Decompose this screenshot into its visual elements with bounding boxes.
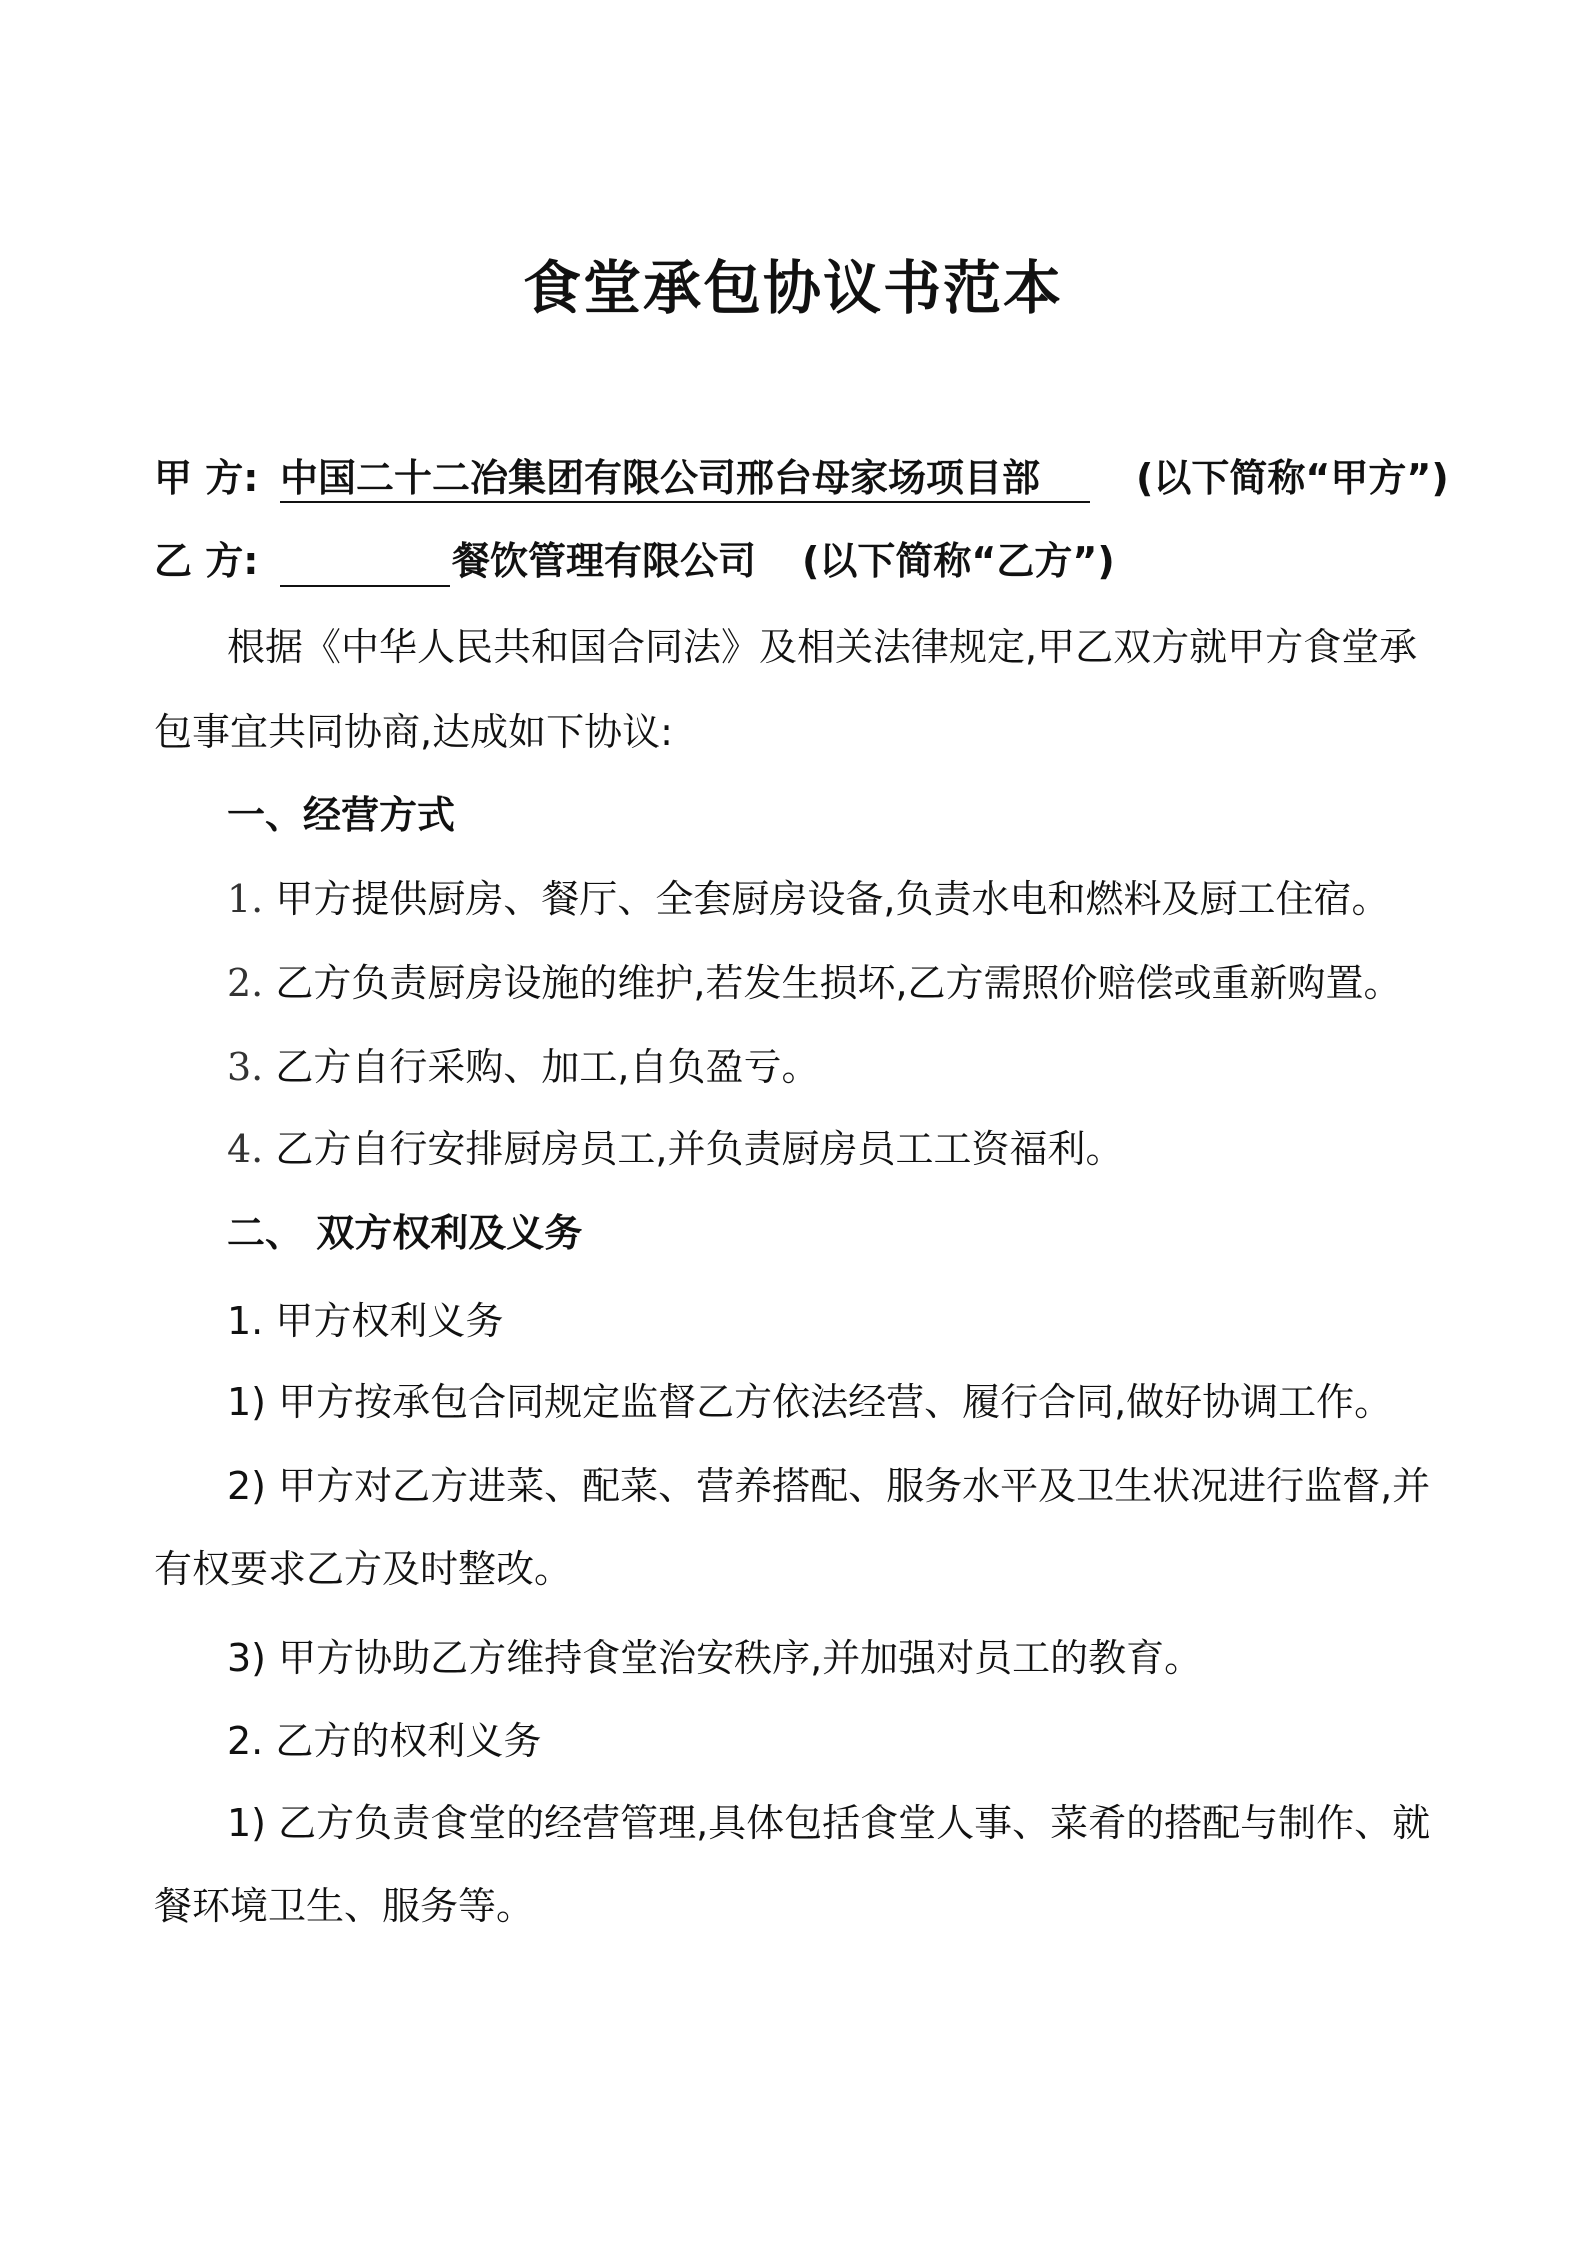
- section-2-sub-1-heading: 1. 甲方权利义务: [227, 1299, 504, 1343]
- party-a-name: 中国二十二冶集团有限公司邢台母家场项目部: [280, 455, 1090, 503]
- section-1-item-4: [227, 1123, 1527, 1175]
- party-a-suffix: (以下简称“甲方”): [1136, 456, 1449, 500]
- document-title: 食堂承包协议书范本: [522, 254, 1063, 322]
- section-2-sub-1-item-2-line-2: 有权要求乙方及时整改。: [154, 1547, 573, 1591]
- section-1-item-1: [227, 873, 1527, 925]
- party-b-suffix: (以下简称“乙方”): [802, 539, 1115, 583]
- item-number: 1.: [227, 877, 264, 921]
- party-a-label: 甲 方:: [154, 456, 259, 500]
- section-2-sub-2-item-1-line-1: 1) 乙方负责食堂的经营管理,具体包括食堂人事、菜肴的搭配与制作、就: [227, 1801, 1431, 1845]
- section-2-sub-1-item-2-line-1: 2) 甲方对乙方进菜、配菜、营养搭配、服务水平及卫生状况进行监督,并: [227, 1464, 1431, 1508]
- item-text: 乙方负责厨房设施的维护,若发生损坏,乙方需照价赔偿或重新购置。: [275, 961, 1402, 1005]
- intro-line-2: 包事宜共同协商,达成如下协议:: [154, 710, 673, 754]
- section-1-item-3: [227, 1041, 1527, 1093]
- item-text: 乙方自行采购、加工,自负盈亏。: [275, 1045, 820, 1089]
- party-b-label: 乙 方:: [154, 539, 259, 583]
- party-b-blank: [280, 545, 450, 587]
- section-2-sub-2-heading: 2. 乙方的权利义务: [227, 1719, 542, 1763]
- party-b-line: [154, 535, 1454, 587]
- item-number: 2.: [227, 961, 264, 1005]
- intro-line-1: 根据《中华人民共和国合同法》及相关法律规定,甲乙双方就甲方食堂承: [227, 625, 1418, 669]
- party-a-line: [154, 452, 1454, 504]
- section-2-sub-1-item-3: 3) 甲方协助乙方维持食堂治安秩序,并加强对员工的教育。: [227, 1636, 1203, 1680]
- item-text: 甲方提供厨房、餐厅、全套厨房设备,负责水电和燃料及厨工住宿。: [275, 877, 1390, 921]
- item-text: 乙方自行安排厨房员工,并负责厨房员工工资福利。: [275, 1127, 1124, 1171]
- section-1-item-2: [227, 957, 1527, 1009]
- section-1-heading: 一、经营方式: [227, 793, 456, 837]
- section-2-sub-2-item-1-line-2: 餐环境卫生、服务等。: [154, 1884, 535, 1928]
- section-2-sub-1-item-1: 1) 甲方按承包合同规定监督乙方依法经营、履行合同,做好协调工作。: [227, 1380, 1393, 1424]
- item-number: 4.: [227, 1127, 264, 1171]
- section-2-heading: 二、 双方权利及义务: [227, 1211, 583, 1255]
- item-number: 3.: [227, 1045, 264, 1089]
- party-b-name: 餐饮管理有限公司: [452, 539, 757, 583]
